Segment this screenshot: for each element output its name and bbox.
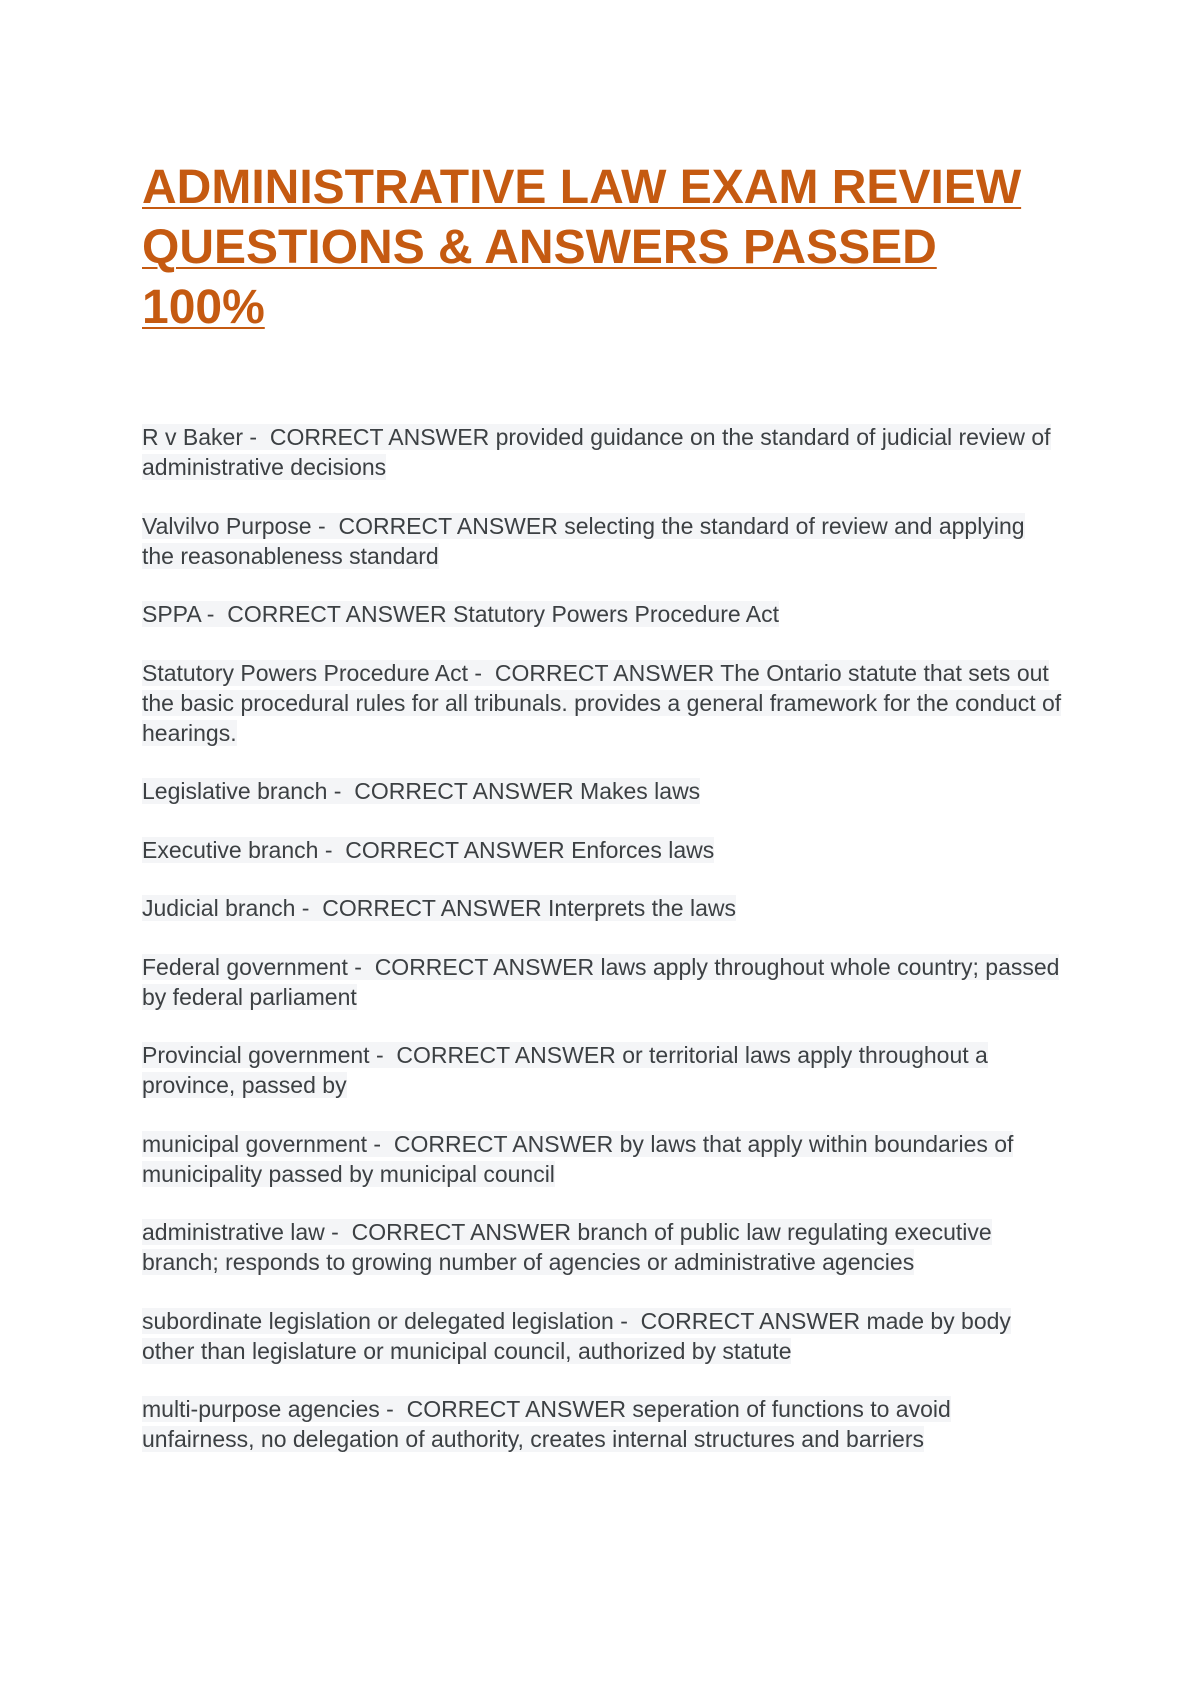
qa-term: administrative law (142, 1219, 325, 1245)
qa-entry-highlight (142, 895, 736, 921)
qa-entry (142, 1129, 1062, 1189)
qa-entry-highlight (142, 837, 714, 863)
document-title (142, 158, 1062, 338)
title-line: ADMINISTRATIVE LAW EXAM REVIEW (142, 161, 1022, 214)
qa-term: Legislative branch (142, 778, 328, 804)
qa-entry-highlight (142, 954, 1059, 1010)
qa-entry (142, 1306, 1062, 1366)
qa-answer: selecting the standard of review and applying the reasonableness standard (142, 512, 1025, 569)
qa-marker: CORRECT ANSWER (338, 512, 558, 539)
qa-term: Statutory Powers Procedure Act (142, 659, 468, 686)
qa-answer: made by body other than legislature or municipal council, authorized by statute (142, 1307, 1011, 1364)
qa-answer: Interprets the laws (548, 895, 736, 921)
qa-marker: CORRECT ANSWER (406, 1396, 627, 1422)
qa-separator: - (327, 778, 355, 804)
qa-separator: - (347, 953, 375, 980)
qa-marker: CORRECT ANSWER (345, 836, 565, 863)
qa-list (142, 422, 1062, 1454)
qa-separator: - (369, 1042, 397, 1068)
qa-separator: - (311, 512, 339, 539)
qa-separator: - (318, 836, 346, 863)
qa-separator: - (295, 895, 323, 921)
qa-entry (142, 776, 1062, 806)
qa-entry-highlight (142, 1042, 988, 1098)
qa-separator: - (468, 659, 495, 686)
qa-marker: CORRECT ANSWER (374, 953, 595, 980)
qa-marker: CORRECT ANSWER (396, 1042, 616, 1068)
qa-entry-highlight (142, 513, 1025, 569)
qa-marker: CORRECT ANSWER (494, 659, 715, 686)
qa-entry-highlight (142, 1131, 1013, 1187)
qa-entry-highlight (142, 660, 1061, 746)
qa-entry-highlight (142, 1219, 992, 1275)
title-line: QUESTIONS & ANSWERS PASSED (142, 221, 937, 274)
qa-term: Provincial government (142, 1042, 370, 1068)
qa-answer: laws apply throughout whole country; passed by federal parliament (142, 953, 1060, 1010)
qa-term: Judicial branch (142, 895, 296, 921)
qa-separator: - (324, 1219, 352, 1245)
qa-entry-highlight (142, 1396, 951, 1452)
qa-term: Executive branch (142, 836, 319, 863)
qa-answer: Statutory Powers Procedure Act (453, 601, 780, 627)
qa-answer: Enforces laws (571, 836, 715, 863)
qa-separator: - (200, 601, 228, 627)
qa-answer: Makes laws (580, 778, 701, 804)
qa-separator: - (367, 1130, 394, 1157)
qa-term: R v Baker (142, 424, 243, 450)
document-page (142, 158, 1062, 1483)
qa-entry (142, 422, 1062, 482)
qa-separator: - (242, 424, 270, 450)
qa-term: municipal government (142, 1130, 368, 1157)
qa-term: subordinate legislation or delegated legislation (142, 1307, 614, 1334)
qa-entry (142, 835, 1062, 865)
qa-separator: - (379, 1396, 407, 1422)
qa-entry (142, 1217, 1062, 1277)
qa-marker: CORRECT ANSWER (393, 1130, 614, 1157)
qa-entry (142, 1394, 1062, 1454)
qa-answer: branch of public law regulating executive branch; responds to growing number of agencies or administrative agencies (142, 1219, 992, 1275)
qa-answer: The Ontario statute that sets out the basic procedural rules for all tribunals. provides a general framework for the conduct of hearings. (142, 659, 1062, 746)
qa-entry-highlight (142, 424, 1051, 480)
qa-answer: by laws that apply within boundaries of municipality passed by municipal council (142, 1130, 1014, 1187)
qa-marker: CORRECT ANSWER (269, 424, 490, 450)
qa-marker: CORRECT ANSWER (351, 1219, 572, 1245)
qa-term: Valvilvo Purpose (142, 512, 312, 539)
qa-entry (142, 658, 1062, 748)
qa-term: SPPA (142, 601, 201, 627)
qa-entry-highlight (142, 1308, 1011, 1364)
qa-entry (142, 599, 1062, 629)
qa-entry (142, 893, 1062, 923)
qa-entry (142, 511, 1062, 571)
qa-entry (142, 1040, 1062, 1100)
qa-answer: seperation of functions to avoid unfairness, no delegation of authority, creates internal structures and barriers (142, 1396, 951, 1452)
qa-marker: CORRECT ANSWER (640, 1307, 861, 1334)
qa-term: multi-purpose agencies (142, 1396, 380, 1422)
qa-entry-highlight (142, 601, 779, 627)
qa-marker: CORRECT ANSWER (322, 895, 542, 921)
qa-entry (142, 952, 1062, 1012)
qa-answer: or territorial laws apply throughout a province, passed by (142, 1042, 988, 1098)
qa-entry-highlight (142, 778, 700, 804)
qa-term: Federal government (142, 953, 348, 980)
title-line: 100% (142, 281, 265, 334)
qa-answer: provided guidance on the standard of judicial review of administrative decisions (142, 424, 1051, 480)
qa-separator: - (613, 1307, 641, 1334)
qa-marker: CORRECT ANSWER (227, 601, 447, 627)
qa-marker: CORRECT ANSWER (354, 778, 574, 804)
